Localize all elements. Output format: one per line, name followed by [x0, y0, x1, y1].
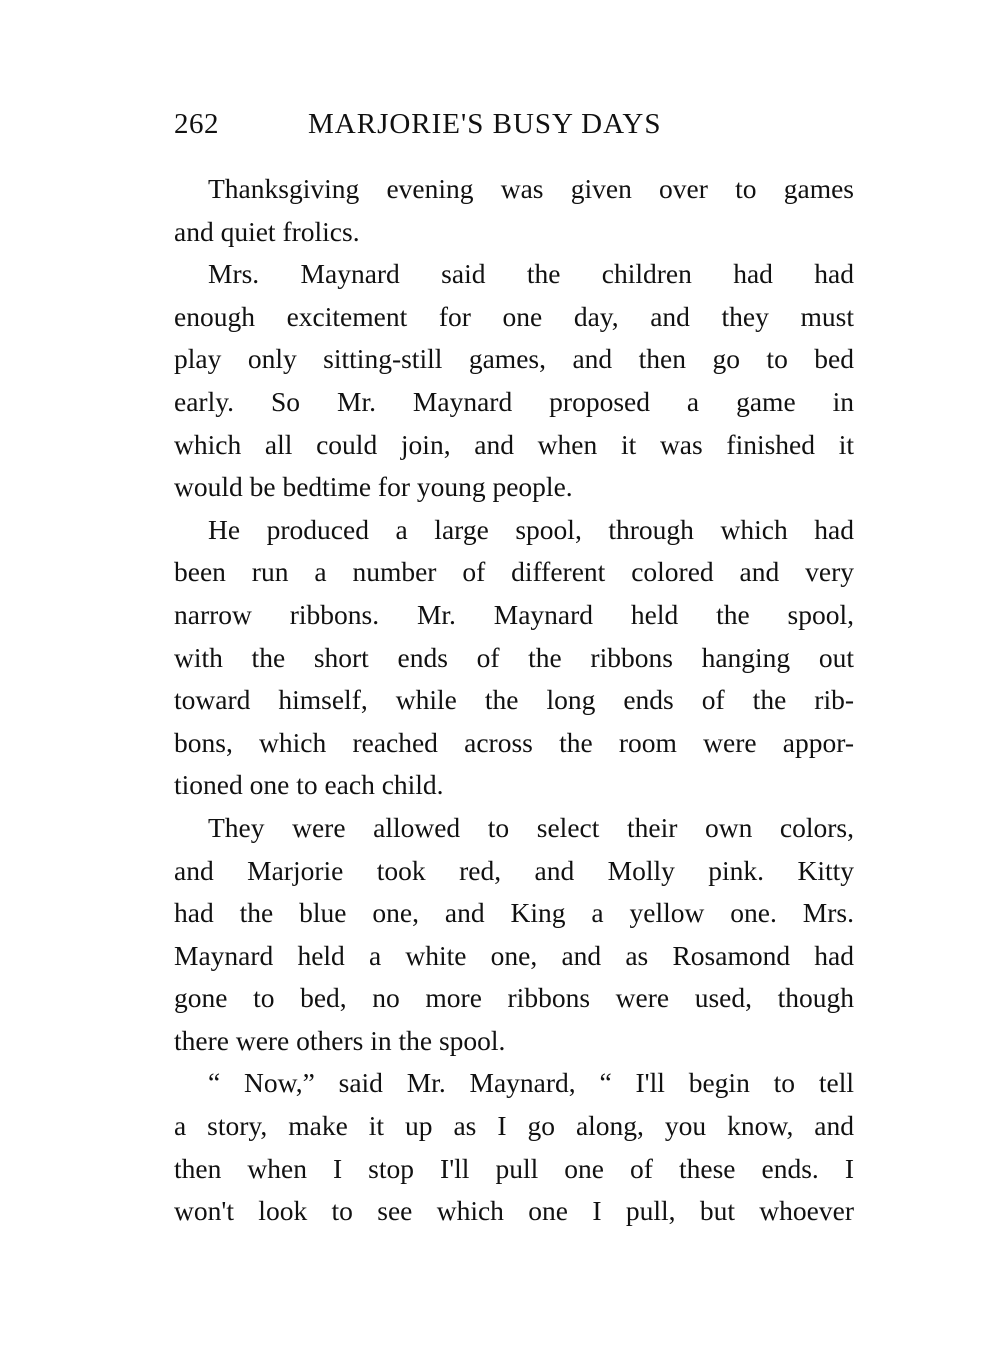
text-line: would be bedtime for young people.	[174, 471, 573, 503]
text-line: which all could join, and when it was finished it	[174, 428, 854, 460]
paragraph	[174, 1062, 854, 1232]
paragraph	[174, 253, 854, 509]
text-line: early. So Mr. Maynard proposed a game in	[174, 385, 854, 417]
text-line: with the short ends of the ribbons hanging out	[174, 641, 854, 673]
paragraph	[174, 168, 854, 253]
text-line: Mrs. Maynard said the children had had	[208, 258, 854, 290]
text-line: there were others in the spool.	[174, 1024, 506, 1056]
running-head	[174, 108, 734, 152]
text-line: then when I stop I'll pull one of these ends. I	[174, 1152, 854, 1184]
page-number: 262	[174, 108, 219, 140]
book-title: MARJORIE'S BUSY DAYS	[308, 108, 662, 140]
text-line: narrow ribbons. Mr. Maynard held the spool,	[174, 598, 854, 630]
text-line: He produced a large spool, through which had	[208, 513, 854, 545]
text-line: been run a number of different colored and very	[174, 556, 854, 588]
paragraph	[174, 807, 854, 1063]
text-line: and Marjorie took red, and Molly pink. Kitty	[174, 854, 854, 886]
text-line: won't look to see which one I pull, but whoever	[174, 1195, 854, 1227]
text-line: enough excitement for one day, and they must	[174, 300, 854, 332]
text-line: toward himself, while the long ends of the rib-	[174, 684, 854, 716]
text-line: bons, which reached across the room were appor-	[174, 726, 854, 758]
paragraph	[174, 509, 854, 807]
text-line: gone to bed, no more ribbons were used, though	[174, 982, 854, 1014]
text-line: and quiet frolics.	[174, 215, 360, 247]
text-line: a story, make it up as I go along, you know, and	[174, 1110, 854, 1142]
text-line: Maynard held a white one, and as Rosamond had	[174, 939, 854, 971]
text-line: tioned one to each child.	[174, 769, 444, 801]
text-line: had the blue one, and King a yellow one. Mrs.	[174, 897, 854, 929]
body-text	[174, 168, 854, 1233]
text-line: play only sitting-still games, and then go to bed	[174, 343, 854, 375]
text-line: “ Now,” said Mr. Maynard, “ I'll begin to tell	[208, 1067, 854, 1099]
text-line: Thanksgiving evening was given over to games	[208, 173, 854, 204]
text-line: They were allowed to select their own colors,	[208, 811, 854, 843]
